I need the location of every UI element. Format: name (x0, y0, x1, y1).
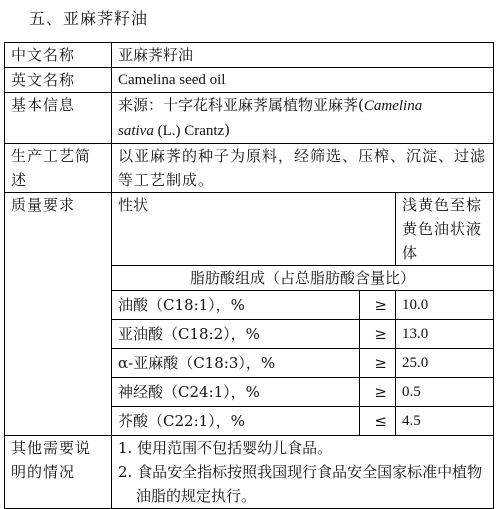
section-title: 五、亚麻荠籽油 (29, 9, 149, 28)
latin-genus: Camelina (363, 98, 423, 114)
fatty-acid-header: 脂肪酸组成（占总脂肪酸含量比） (112, 266, 494, 291)
fatty-acid-value: 10.0 (396, 291, 494, 320)
label-process: 生产工艺简述 (5, 144, 112, 193)
latin-authority: (L.) Crantz (153, 123, 225, 139)
label-other: 其他需要说明的情况 (5, 436, 112, 509)
value-process: 以亚麻荠的种子为原料，经筛选、压榨、沉淀、过滤等工艺制成。 (112, 144, 494, 193)
comparison-symbol: ≥ (360, 349, 396, 378)
appearance-label: 性状 (112, 193, 396, 266)
row-appearance (5, 193, 494, 266)
fatty-acid-value: 13.0 (396, 320, 494, 349)
fatty-acid-name: α-亚麻酸（C18:3），% (112, 349, 360, 378)
latin-species: sativa (118, 123, 154, 139)
row-process (5, 144, 494, 193)
note-item: 1. 使用范围不包括婴幼儿食品。 (118, 439, 333, 457)
comparison-symbol: ≥ (360, 320, 396, 349)
row-basic-info (5, 93, 494, 144)
notes-list (118, 436, 487, 508)
fatty-acid-value: 0.5 (396, 378, 494, 407)
fatty-acid-name: 油酸（C18:1），% (112, 291, 360, 320)
comparison-symbol: ≥ (360, 378, 396, 407)
comparison-symbol: ≥ (360, 291, 396, 320)
specification-table (4, 42, 494, 509)
row-english-name (5, 68, 494, 93)
value-other (112, 436, 494, 509)
label-english-name: 英文名称 (5, 68, 112, 93)
fatty-acid-name: 亚油酸（C18:2），% (112, 320, 360, 349)
fatty-acid-name: 芥酸（C22:1），% (112, 407, 360, 436)
value-basic-info (112, 93, 494, 144)
label-chinese-name: 中文名称 (5, 43, 112, 68)
value-english-name: Camelina seed oil (112, 68, 494, 93)
source-prefix: 来源：十字花科亚麻荠属植物亚麻荠( (118, 96, 364, 114)
row-chinese-name (5, 43, 494, 68)
fatty-acid-name: 神经酸（C24:1），% (112, 378, 360, 407)
note-item: 2. 食品安全指标按照我国现行食品安全国家标准中植物油脂的规定执行。 (118, 463, 483, 505)
comparison-symbol: ≤ (360, 407, 396, 436)
fatty-acid-value: 4.5 (396, 407, 494, 436)
label-basic-info: 基本信息 (5, 93, 112, 144)
source-suffix: ) (224, 121, 231, 139)
value-chinese-name: 亚麻荠籽油 (112, 43, 494, 68)
fatty-acid-value: 25.0 (396, 349, 494, 378)
appearance-value: 浅黄色至棕黄色油状液体 (396, 193, 494, 266)
row-other (5, 436, 494, 509)
label-quality: 质量要求 (5, 193, 112, 436)
